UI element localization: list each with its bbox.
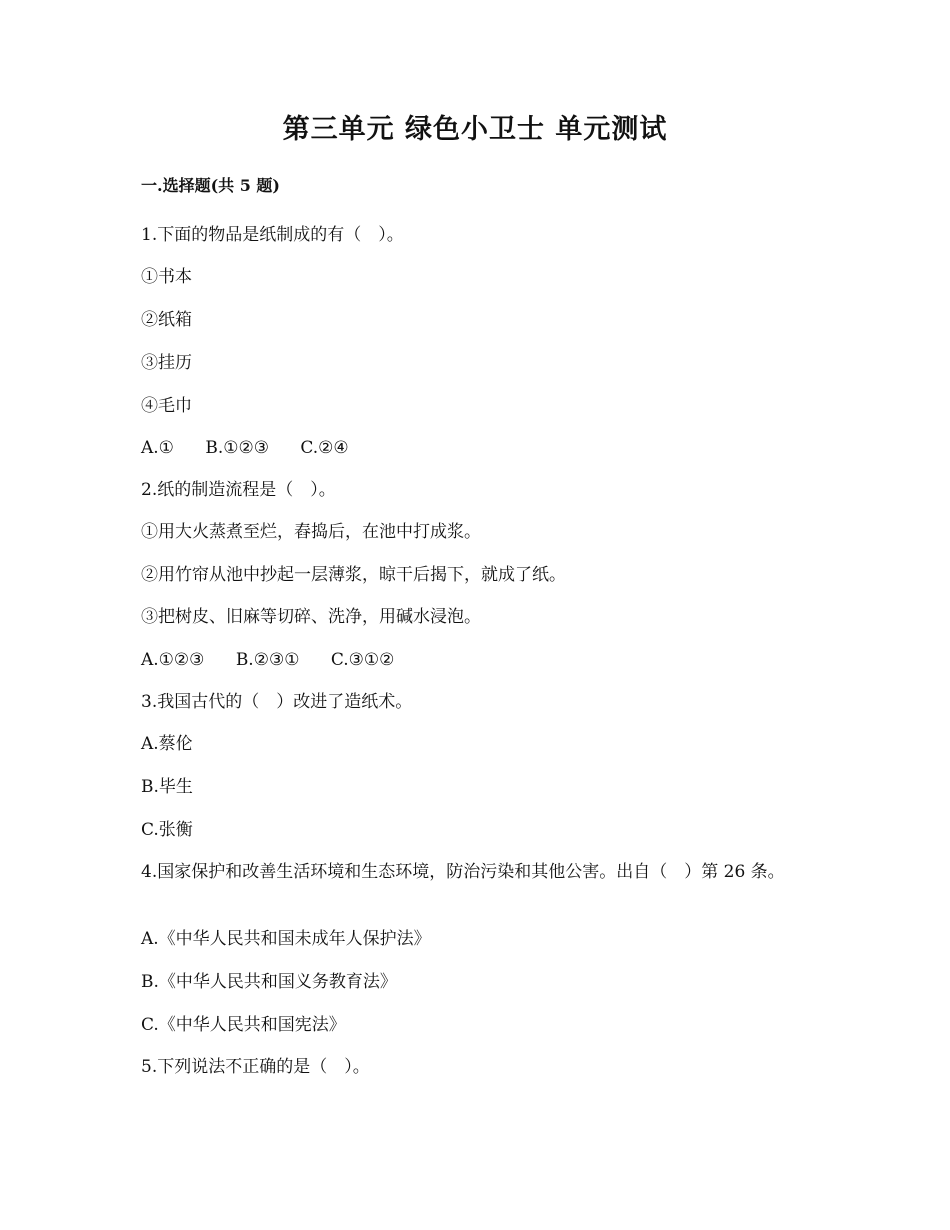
question-2-option-b: B.②③① [235,650,300,670]
question-1-option-c: C.②④ [300,438,349,458]
question-2-item-2: ②用竹帘从池中抄起一层薄浆，晾干后揭下，就成了纸。 [141,565,566,585]
question-1-options [141,437,811,459]
question-2-options [141,649,811,671]
question-3-stem: 3.我国古代的（ ）改进了造纸术。 [141,692,413,712]
question-3-option-c: C.张衡 [141,820,193,840]
question-4-option-a: A.《中华人民共和国未成年人保护法》 [141,929,431,949]
question-2-stem: 2.纸的制造流程是（ ）。 [141,480,336,500]
question-1-item-4: ④毛巾 [141,396,192,416]
question-1-option-a: A.① [141,438,174,458]
question-4-option-c: C.《中华人民共和国宪法》 [141,1015,346,1035]
section-heading: 一.选择题(共 5 题) [141,176,280,195]
question-5-stem: 5.下列说法不正确的是（ ）。 [141,1057,370,1077]
question-4-option-b: B.《中华人民共和国义务教育法》 [141,972,397,992]
question-3-option-a: A.蔡伦 [141,734,193,754]
question-1-item-1: ①书本 [141,267,192,287]
question-1-item-3: ③挂历 [141,353,192,373]
question-1-stem: 1.下面的物品是纸制成的有（ ）。 [141,225,404,245]
page-title: 第三单元 绿色小卫士 单元测试 [282,114,668,145]
question-1-item-2: ②纸箱 [141,310,192,330]
question-2-item-1: ①用大火蒸煮至烂，舂捣后，在池中打成浆。 [141,522,481,542]
question-2-item-3: ③把树皮、旧麻等切碎、洗净，用碱水浸泡。 [141,607,481,627]
question-2-option-c: C.③①② [330,650,395,670]
question-1-option-b: B.①②③ [205,438,269,458]
question-3-option-b: B.毕生 [141,777,193,797]
question-2-option-a: A.①②③ [141,650,205,670]
question-4-stem: 4.国家保护和改善生活环境和生态环境，防治污染和其他公害。出自（ ）第 26 条。 [141,862,785,882]
